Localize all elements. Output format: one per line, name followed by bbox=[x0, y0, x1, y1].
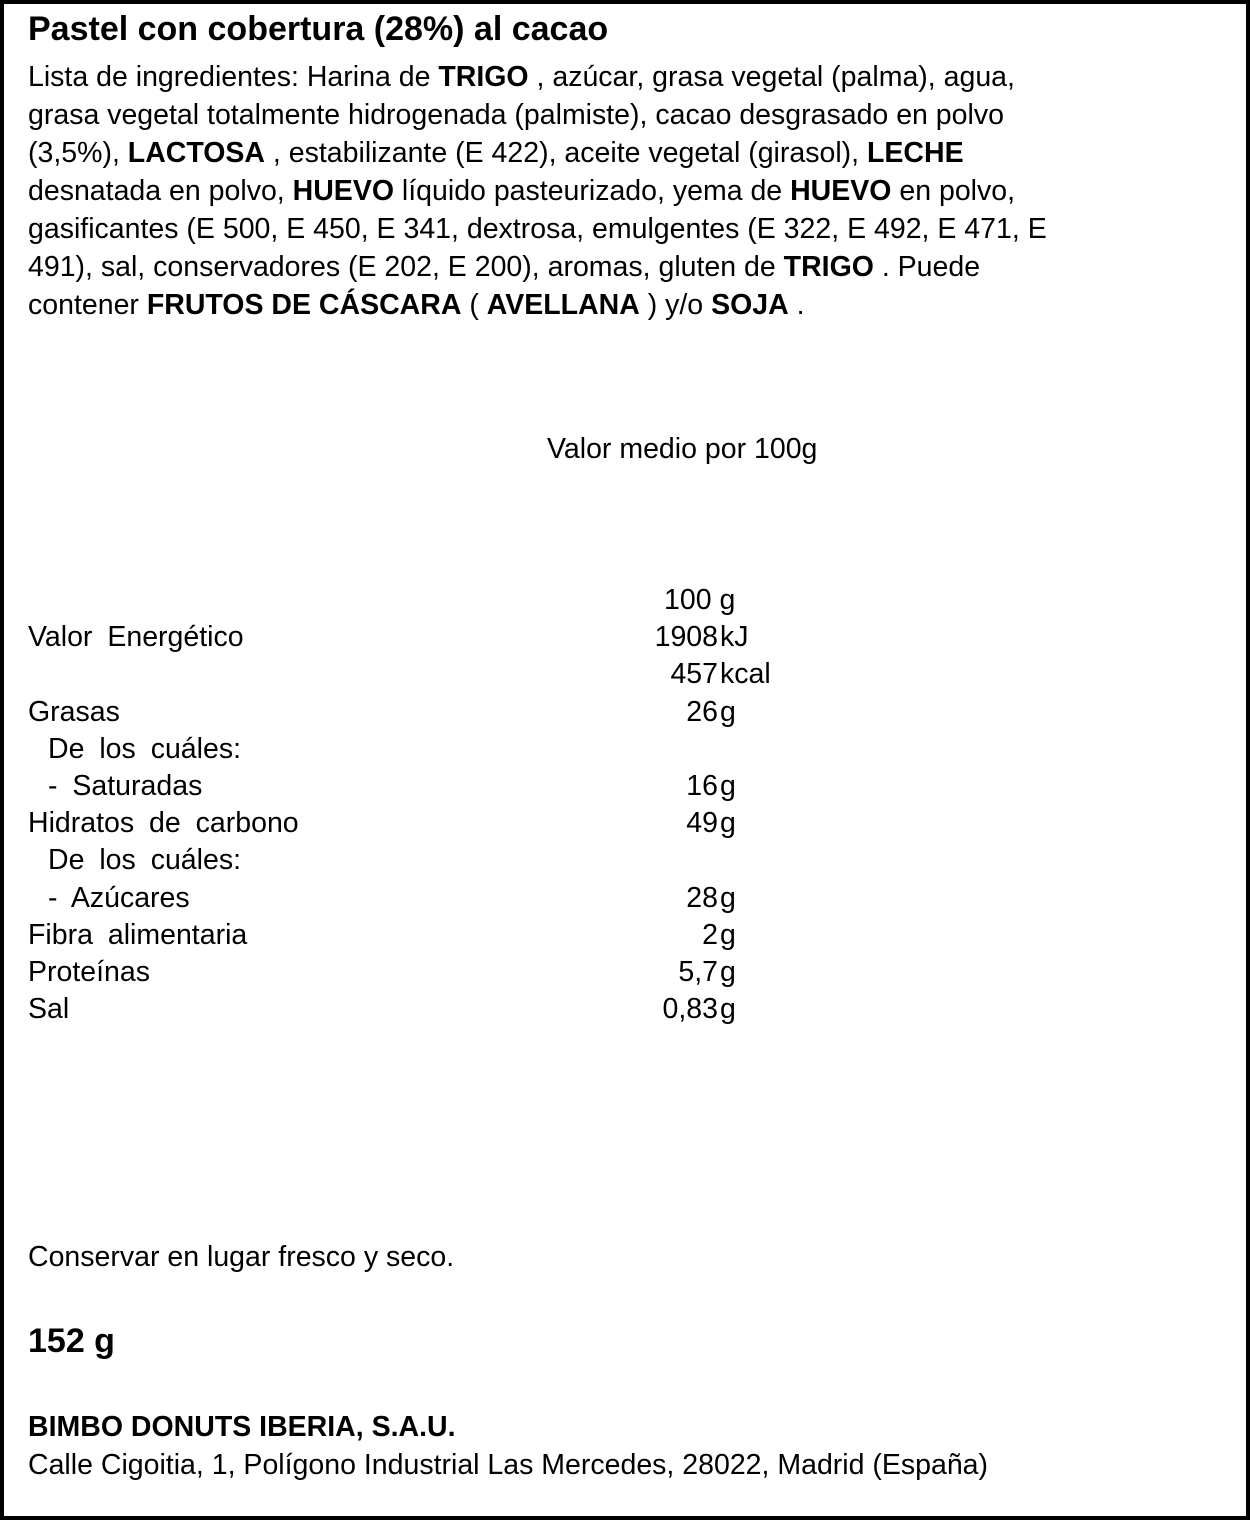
ingredients-list bbox=[28, 58, 1218, 324]
nutrient-label: Hidratos de carbono bbox=[28, 807, 299, 840]
ingredients-text: . bbox=[788, 289, 805, 321]
nutrition-row bbox=[28, 880, 928, 917]
nutrient-label: Sal bbox=[28, 993, 70, 1026]
nutrient-label: Fibra alimentaria bbox=[28, 918, 248, 951]
nutrition-row bbox=[28, 619, 928, 656]
allergen-text: FRUTOS DE CÁSCARA bbox=[146, 289, 462, 321]
ingredients-line bbox=[28, 58, 1218, 96]
allergen-text: TRIGO bbox=[438, 61, 529, 93]
nutrition-title: Valor medio por 100g bbox=[547, 433, 818, 465]
nutrient-label: Grasas bbox=[28, 695, 120, 728]
ingredients-text: gasificantes (E 500, E 450, E 341, dextrosa, emulgentes (E 322, E 492, E 471, E bbox=[28, 213, 1047, 245]
nutrient-label: De los cuáles: bbox=[48, 732, 242, 765]
nutrient-label: - Saturadas bbox=[48, 769, 203, 802]
nutrient-unit: g bbox=[720, 881, 736, 914]
nutrition-row bbox=[28, 768, 928, 805]
ingredients-text: . Puede bbox=[873, 251, 981, 283]
company-address: Calle Cigoitia, 1, Polígono Industrial Las Mercedes, 28022, Madrid (España) bbox=[28, 1449, 989, 1481]
allergen-text: SOJA bbox=[711, 289, 789, 321]
ingredients-line bbox=[28, 134, 1218, 172]
nutrient-unit: g bbox=[720, 955, 736, 988]
storage-instructions: Conservar en lugar fresco y seco. bbox=[28, 1241, 455, 1273]
ingredients-text: 491), sal, conservadores (E 202, E 200), aromas, gluten de bbox=[28, 251, 784, 283]
nutrient-value: 0,83 bbox=[662, 993, 718, 1026]
nutrition-row bbox=[28, 694, 928, 731]
net-weight: 152 g bbox=[28, 1322, 115, 1360]
ingredients-text: , azúcar, grasa vegetal (palma), agua, bbox=[528, 61, 1015, 93]
nutrient-unit: g bbox=[720, 993, 736, 1026]
ingredients-text: ( bbox=[461, 289, 487, 321]
ingredients-text: en polvo, bbox=[891, 175, 1016, 207]
nutrition-row bbox=[28, 917, 928, 954]
nutrient-label: Proteínas bbox=[28, 955, 150, 988]
nutrient-label: Valor Energético bbox=[28, 621, 244, 654]
allergen-text: LECHE bbox=[866, 137, 964, 169]
ingredients-text: Lista de ingredientes: Harina de bbox=[28, 61, 439, 93]
ingredients-line bbox=[28, 96, 1218, 134]
nutrient-value: 26 bbox=[686, 695, 718, 728]
nutrient-unit: g bbox=[720, 807, 736, 840]
nutrient-value: 28 bbox=[686, 881, 718, 914]
ingredients-line bbox=[28, 210, 1218, 248]
product-title: Pastel con cobertura (28%) al cacao bbox=[28, 10, 609, 48]
nutrient-unit: g bbox=[720, 695, 736, 728]
ingredients-line bbox=[28, 172, 1218, 210]
nutrient-label: - Azúcares bbox=[48, 881, 190, 914]
allergen-text: TRIGO bbox=[783, 251, 874, 283]
nutrient-label: De los cuáles: bbox=[48, 844, 242, 877]
ingredients-text: contener bbox=[28, 289, 147, 321]
allergen-text: LACTOSA bbox=[127, 137, 266, 169]
nutrient-value: 49 bbox=[686, 807, 718, 840]
nutrition-row bbox=[28, 842, 928, 879]
nutrition-header-row bbox=[28, 582, 928, 619]
nutrition-row bbox=[28, 805, 928, 842]
allergen-text: HUEVO bbox=[292, 175, 394, 207]
nutrient-value: 457 bbox=[670, 658, 718, 691]
ingredients-text: ) y/o bbox=[639, 289, 712, 321]
nutrient-value: 16 bbox=[686, 769, 718, 802]
nutrient-unit: kJ bbox=[720, 621, 749, 654]
nutrient-unit: kcal bbox=[720, 658, 771, 691]
nutrition-row bbox=[28, 954, 928, 991]
nutrient-unit: g bbox=[720, 918, 736, 951]
ingredients-line bbox=[28, 286, 1218, 324]
ingredients-text: líquido pasteurizado, yema de bbox=[394, 175, 791, 207]
nutrient-unit: g bbox=[720, 769, 736, 802]
nutrition-row bbox=[28, 731, 928, 768]
ingredients-text: grasa vegetal totalmente hidrogenada (palmiste), cacao desgrasado en polvo bbox=[28, 99, 1004, 131]
nutrient-value: 2 bbox=[702, 918, 718, 951]
nutrition-table bbox=[28, 582, 928, 1028]
ingredients-text: desnatada en polvo, bbox=[28, 175, 293, 207]
nutrition-row bbox=[28, 991, 928, 1028]
nutrient-value: 5,7 bbox=[678, 955, 718, 988]
nutrient-value: 1908 bbox=[654, 621, 718, 654]
ingredients-text: (3,5%), bbox=[28, 137, 128, 169]
ingredients-text: , estabilizante (E 422), aceite vegetal (girasol), bbox=[265, 137, 867, 169]
allergen-text: HUEVO bbox=[790, 175, 892, 207]
ingredients-line bbox=[28, 248, 1218, 286]
company-name: BIMBO DONUTS IBERIA, S.A.U. bbox=[28, 1411, 456, 1443]
nutrition-column-header: 100 g bbox=[664, 584, 736, 616]
nutrition-row bbox=[28, 656, 928, 693]
allergen-text: AVELLANA bbox=[486, 289, 640, 321]
